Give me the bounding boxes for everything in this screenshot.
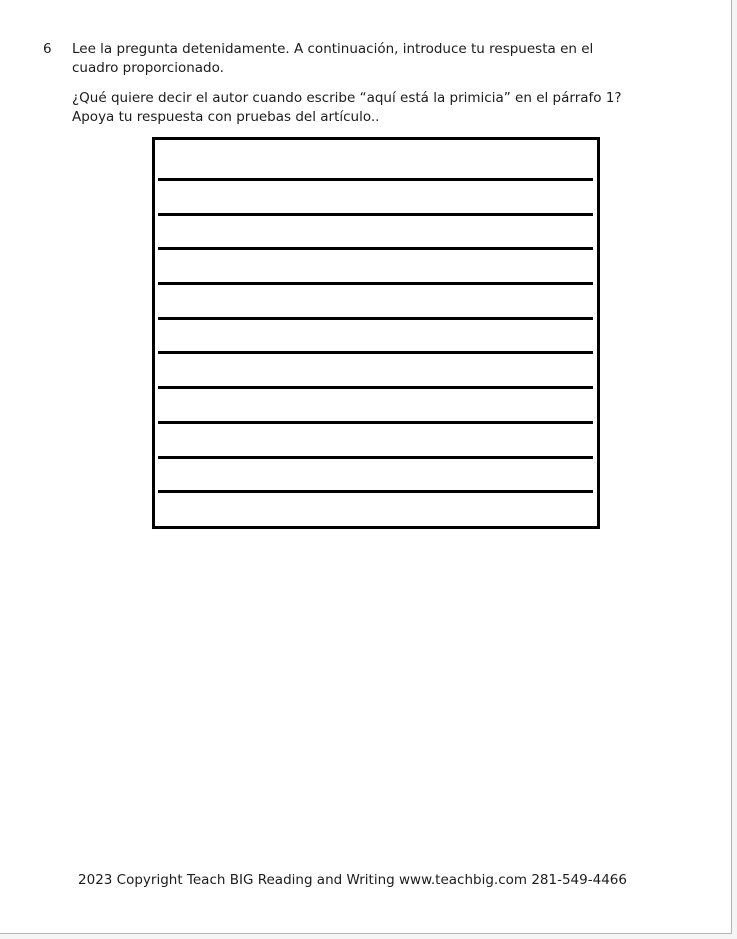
instruction-line-1: Lee la pregunta detenidamente. A continuación, introduce tu respuesta en el — [72, 41, 594, 57]
answer-line — [158, 317, 593, 320]
question-block — [43, 40, 593, 78]
question-line-2: Apoya tu respuesta con pruebas del artículo.. — [72, 109, 380, 125]
answer-line — [158, 178, 593, 181]
answer-line — [158, 490, 593, 493]
answer-line — [158, 386, 593, 389]
answer-line — [158, 421, 593, 424]
question-prompt — [72, 89, 622, 127]
instruction-text — [72, 40, 593, 78]
answer-box[interactable] — [152, 137, 600, 529]
footer-text: 2023 Copyright Teach BIG Reading and Writing www.teachbig.com 281-549-4466 — [78, 872, 627, 888]
answer-line — [158, 282, 593, 285]
answer-line — [158, 456, 593, 459]
answer-line — [158, 213, 593, 216]
answer-line — [158, 351, 593, 354]
answer-line — [158, 247, 593, 250]
question-number: 6 — [43, 41, 52, 57]
question-line-1: ¿Qué quiere decir el autor cuando escribe “aquí está la primicia” en el párrafo 1? — [72, 90, 622, 106]
instruction-line-2: cuadro proporcionado. — [72, 60, 224, 76]
